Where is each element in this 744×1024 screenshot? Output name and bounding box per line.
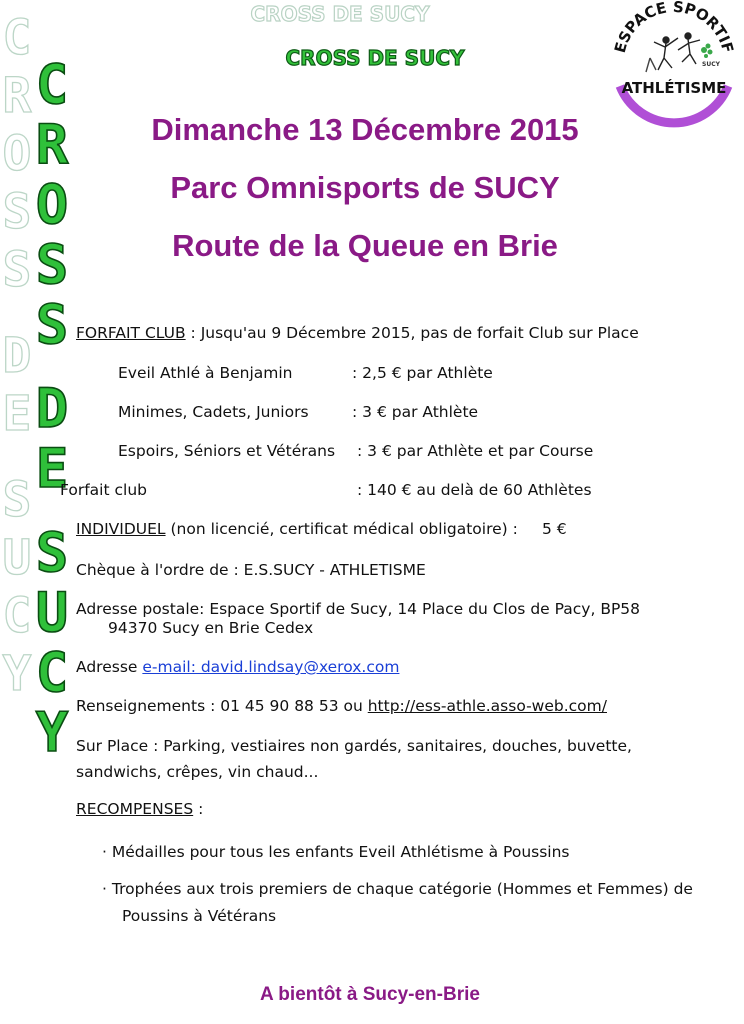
forfait-club-line xyxy=(76,324,639,343)
vertical-green-title xyxy=(34,53,70,764)
forfait-category-1: Eveil Athlé à Benjamin xyxy=(118,364,293,382)
individuel-label: INDIVIDUEL xyxy=(76,520,166,538)
vertical-letter: S xyxy=(2,472,32,528)
bullet-item-2 xyxy=(102,880,693,899)
vertical-letter: C xyxy=(35,641,69,704)
postal-line-2: 94370 Sucy en Brie Cedex xyxy=(108,619,314,637)
vertical-letter: O xyxy=(35,173,69,236)
individuel-text: (non licencié, certificat médical obligatoire) : xyxy=(165,520,518,538)
vertical-letter: E xyxy=(35,437,69,500)
vertical-letter: S xyxy=(35,521,69,584)
bullet-icon: · xyxy=(102,880,107,898)
vertical-letter: S xyxy=(35,293,69,356)
recompenses-suffix: : xyxy=(193,800,204,818)
vertical-letter: R xyxy=(2,68,32,124)
forfait-club-label: FORFAIT CLUB xyxy=(76,324,186,342)
vertical-letter: C xyxy=(35,53,69,116)
forfait-price-3: : 3 € par Athlète et par Course xyxy=(357,442,594,460)
vertical-letter: D xyxy=(2,328,32,384)
individuel-price: 5 € xyxy=(542,520,567,538)
bullet-item-1 xyxy=(102,843,570,862)
vertical-letter: C xyxy=(2,10,32,66)
forfait-category-2: Minimes, Cadets, Juniors xyxy=(118,403,309,421)
logo-small-text: SUCY xyxy=(702,61,720,68)
logo-bottom-text: ATHLÉTISME xyxy=(621,79,727,97)
ghost-title: CROSS DE SUCY xyxy=(250,2,430,26)
closing-text: A bientôt à Sucy-en-Brie xyxy=(260,984,480,1005)
surplace-line-2: sandwichs, crêpes, vin chaud... xyxy=(76,763,319,781)
forfait-price-2: : 3 € par Athlète xyxy=(352,403,479,421)
club-logo xyxy=(606,0,742,128)
postal-line-1: Adresse postale: Espace Sportif de Sucy, 14 Place du Clos de Pacy, BP58 xyxy=(76,600,641,618)
vertical-letter: S xyxy=(2,184,32,240)
vertical-letter: C xyxy=(2,588,32,644)
email-line xyxy=(76,658,399,677)
vertical-letter: Y xyxy=(2,646,32,702)
vertical-letter: U xyxy=(35,581,69,644)
recompenses-line xyxy=(76,800,203,819)
vertical-letter: U xyxy=(2,530,32,586)
forfait-club-text: : Jusqu'au 9 Décembre 2015, pas de forfait Club sur Place xyxy=(185,324,639,342)
logo-arc-text: ESPACE SPORTIF xyxy=(610,0,738,55)
vertical-letter: S xyxy=(2,242,32,298)
vertical-letter: D xyxy=(35,377,69,440)
individuel-line xyxy=(76,520,518,539)
bullet-text-1: Médailles pour tous les enfants Eveil Athlétisme à Poussins xyxy=(111,843,570,861)
vertical-letter: E xyxy=(2,386,32,442)
event-venue: Parc Omnisports de SUCY xyxy=(170,170,560,205)
event-date: Dimanche 13 Décembre 2015 xyxy=(151,112,579,147)
email-label: Adresse xyxy=(76,658,143,676)
forfait-club-price: : 140 € au delà de 60 Athlètes xyxy=(357,481,592,499)
vertical-letter: O xyxy=(2,126,32,182)
main-title: CROSS DE SUCY xyxy=(285,46,465,70)
bullet-text-2-continued: Poussins à Vétérans xyxy=(122,907,277,925)
forfait-club-label-2: Forfait club xyxy=(60,481,147,499)
vertical-letter: R xyxy=(35,113,69,176)
event-road: Route de la Queue en Brie xyxy=(172,228,558,263)
forfait-category-3: Espoirs, Séniors et Vétérans xyxy=(118,442,336,460)
vertical-ghost-title xyxy=(0,10,34,702)
cheque-line: Chèque à l'ordre de : E.S.SUCY - ATHLETISME xyxy=(76,561,426,579)
vertical-letter: S xyxy=(35,233,69,296)
forfait-price-1: : 2,5 € par Athlète xyxy=(352,364,493,382)
info-label: Renseignements : 01 45 90 88 53 ou xyxy=(76,697,368,715)
info-line xyxy=(76,697,607,716)
email-link[interactable]: e-mail: david.lindsay@xerox.com xyxy=(142,658,400,676)
vertical-letter: Y xyxy=(35,701,69,764)
bullet-icon: · xyxy=(102,843,107,861)
bullet-text-2: Trophées aux trois premiers de chaque catégorie (Hommes et Femmes) de xyxy=(111,880,693,898)
recompenses-label: RECOMPENSES xyxy=(76,800,194,818)
website-link[interactable]: http://ess-athle.asso-web.com/ xyxy=(367,697,607,715)
surplace-line-1: Sur Place : Parking, vestiaires non gardés, sanitaires, douches, buvette, xyxy=(76,737,632,755)
